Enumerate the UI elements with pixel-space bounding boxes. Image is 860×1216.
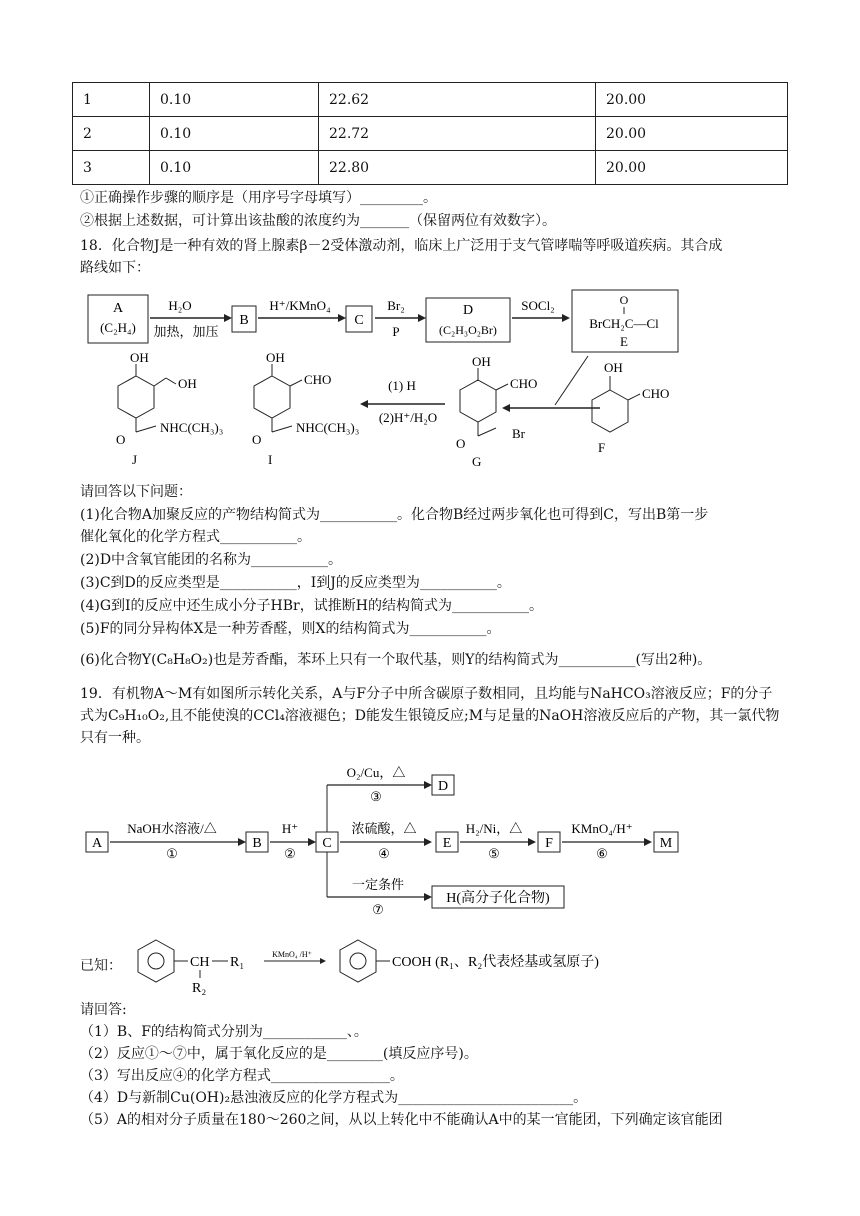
known-ch: CH [190,955,210,970]
g-br-group: Br [512,426,525,441]
q18-part1a: (1)化合物A加聚反应的产物结构简式为___________。化合物B经过两步氧化也可得到C，写出B第一步 [80,507,709,523]
q18-intro2: 路线如下： [80,260,150,276]
q19-r1: NaOH水溶液/△ [127,821,217,836]
q19-M: M [659,836,673,851]
i-oh-group: OH [266,350,285,365]
i-cho-group: CHO [304,372,332,387]
q18-part1b: 催化氧化的化学方程式___________。 [80,529,311,545]
compound-J-label: J [132,452,138,467]
q19-A: A [91,836,103,851]
table-cell: 20.00 [596,151,788,185]
table-cell: 20.00 [596,117,788,151]
q18-part3: (3)C到D的反应类型是___________，I到J的反应类型为___________。 [80,575,511,591]
q19-E: E [442,836,452,851]
known-r2: R₂ [192,981,207,996]
step-gi-reagent: (1) H [388,378,416,393]
q19-r2: H⁺ [281,821,299,836]
j-amine-group: NHC(CH₃)₃ [160,420,224,435]
q18-synthesis-scheme [0,280,860,480]
compound-F-label: F [598,440,606,455]
q19-ask: 请回答: [80,1002,127,1018]
e-carbonyl-o: O [619,293,629,307]
q18-part4: (4)G到I的反应中还生成小分子HBr，试推断H的结构简式为___________。 [80,598,543,614]
table-cell: 20.00 [596,83,788,117]
q19-C: C [322,836,332,851]
table-cell: 22.80 [319,151,596,185]
q19-r5: H₂/Ni，△ [465,821,523,836]
q19-n7: ⑦ [372,902,384,917]
table-cell: 22.62 [319,83,596,117]
q19-n4: ④ [378,846,390,861]
step-gi-workup: (2)H⁺/H₂O [378,410,438,425]
g-carbonyl-o: O [456,436,466,451]
table-row [73,83,788,117]
q19-r7: 一定条件 [351,877,405,892]
f-cho-group: CHO [642,386,670,401]
q17-line2: ②根据上述数据，可计算出该盐酸的浓度约为_______（保留两位有效数字）。 [80,213,556,229]
compound-C-label: C [354,313,364,328]
table-cell: 0.10 [150,83,319,117]
step1-condition: 加热，加压 [153,324,219,339]
q19-n6: ⑥ [596,846,608,861]
q19-intro: 19．有机物A～M有如图所示转化关系，A与F分子中所含碳原子数相同，且均能与NaHCO₃溶液反应；F的分子式为C₉H₁₀O₂,且不能使溴的CCl₄溶液褪色；D能发生银镜反应;M与足量的NaOH溶液反应后的产物，其一氯代物只有一种。 [80,686,780,746]
known-label: 已知： [80,958,122,974]
compound-A-label: A [112,301,124,316]
q19-B: B [252,836,262,851]
q19-r6: KMnO₄/H⁺ [571,821,633,836]
q19-answer5: （5）A的相对分子质量在180～260之间，从以上转化中不能确认A中的某一官能团，下列确定该官能团 [80,1112,723,1128]
compound-D-formula: (C₂H₃O₂Br) [439,323,497,337]
compound-B-label: B [239,313,249,328]
table-row [73,151,788,185]
compound-I-label: I [268,452,273,467]
step3-reagent: Br₂ [387,298,405,313]
q19-conversion-scheme [0,755,860,920]
q19-n5: ⑤ [488,846,500,861]
j-carbonyl-o: O [116,432,126,447]
step4-reagent: SOCl₂ [521,298,555,313]
known-reaction [128,930,648,1000]
q19-r3: O₂/Cu，△ [346,765,406,780]
q19-n2: ② [284,846,296,861]
step3-catalyst: P [392,324,400,339]
table-cell: 0.10 [150,151,319,185]
q19-answer2: （2）反应①～⑦中，属于氧化反应的是________(填反应序号)。 [80,1046,478,1062]
q19-n1: ① [166,846,178,861]
q19-D: D [437,779,449,794]
q17-line1: ①正确操作步骤的顺序是（用序号字母填写）_________。 [80,190,437,206]
q19-answer4: （4）D与新制Cu(OH)₂悬浊液反应的化学方程式为_________________________。 [80,1090,588,1106]
known-r1: R₁ [230,955,245,970]
table-cell: 22.72 [319,117,596,151]
q19-n3: ③ [370,789,382,804]
table-cell: 1 [73,83,150,117]
q18-part5: (5)F的同分异构体X是一种芳香醛，则X的结构简式为___________。 [80,621,501,637]
step1-reagent: H₂O [168,298,192,313]
compound-E-label: E [620,334,628,349]
table-row [73,117,788,151]
compound-G-label: G [472,454,482,469]
table-cell: 3 [73,151,150,185]
q18-part2: (2)D中含氧官能团的名称为___________。 [80,552,343,568]
compound-A-formula: (C₂H₄) [100,320,136,335]
i-amine-group: NHC(CH₃)₃ [296,420,360,435]
compound-E-structure: BrCH₂C—Cl [589,316,659,331]
q19-H: H(高分子化合物) [446,891,550,906]
q18-part6: (6)化合物Y(C₈H₈O₂)也是芳香酯，苯环上只有一个取代基，则Y的结构简式为___________(写出2种)。 [80,652,712,668]
q19-answer1: （1）B、F的结构简式分别为____________、。 [80,1024,368,1040]
j-alcohol-oh: OH [178,376,197,391]
q18-ask: 请回答以下问题： [80,484,192,500]
q19-r4: 浓硫酸，△ [351,821,417,836]
q19-answer3: （3）写出反应④的化学方程式_________________。 [80,1068,404,1084]
q19-F: F [545,836,553,851]
j-phenol-oh: OH [130,350,149,365]
q18-intro: 18．化合物J是一种有效的肾上腺素β－2受体激动剂，临床上广泛用于支气管哮喘等呼吸道疾病。其合成 [80,238,723,254]
g-cho-group: CHO [510,376,538,391]
f-oh-group: OH [604,360,623,375]
g-oh-group: OH [472,354,491,369]
known-product: COOH (R₁、R₂代表烃基或氢原子) [392,955,599,970]
i-carbonyl-o: O [252,432,262,447]
known-reagent: KMnO₄ /H⁺ [272,950,312,959]
table-cell: 0.10 [150,117,319,151]
table-cell: 2 [73,117,150,151]
step2-reagent: H⁺/KMnO₄ [269,298,331,313]
compound-D-label: D [462,303,474,318]
titration-table [72,82,788,185]
